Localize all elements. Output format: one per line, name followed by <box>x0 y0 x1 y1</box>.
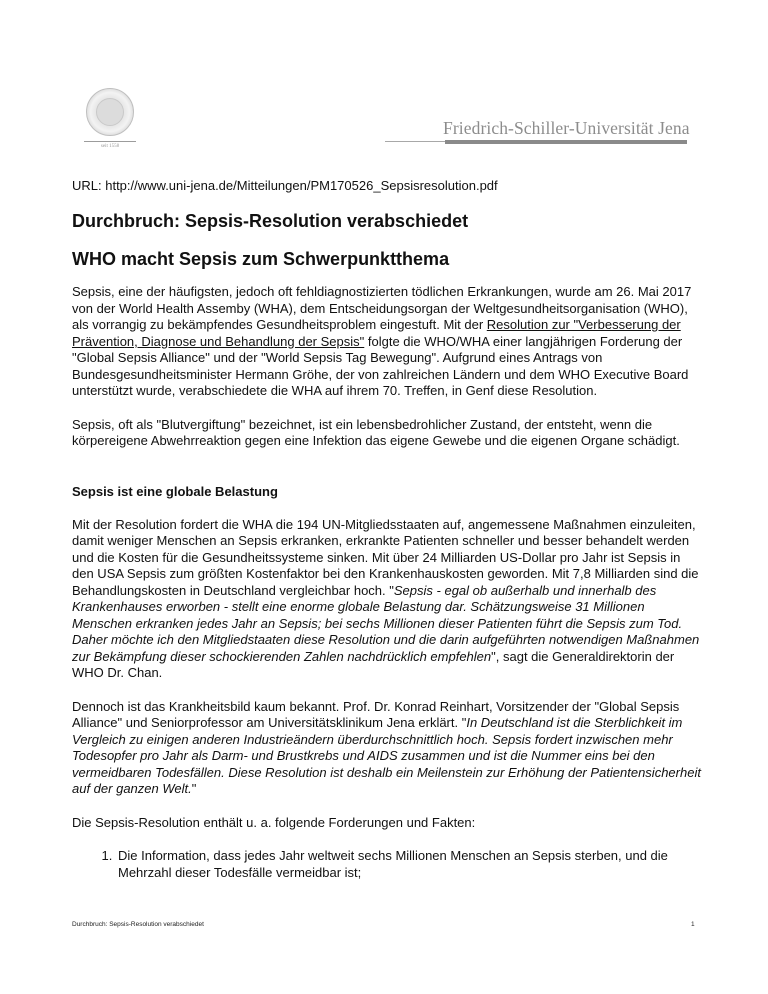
paragraph-list-intro: Die Sepsis-Resolution enthält u. a. folgende Forderungen und Fakten: <box>72 814 476 830</box>
university-seal-logo <box>84 88 138 150</box>
header-rule-thin <box>385 141 447 142</box>
footer-running-title: Durchbruch: Sepsis-Resolution verabschiedet <box>72 921 204 928</box>
resolution-link[interactable]: Resolution zur "Verbesserung der Prävention, Diagnose und Behandlung der Sepsis" <box>72 317 681 349</box>
quote-reinhart: In Deutschland ist die Sterblichkeit im Vergleich zu einigen anderen Industrieändern überdurchschnittlich hoch. Sepsis fordert inzwischen mehr Todesopfer pro Jahr als Darm- und Brustkrebs und AIDS zusammen und ist die Nummer eins bei den vermeidbaren Todesfällen. Diese Resolution ist deshalb ein Meilenstein zur Erhöhung der Patientensicherheit auf der ganzen Welt. <box>72 715 701 796</box>
university-name: Friedrich-Schiller-Universität Jena <box>443 118 690 138</box>
header-rule-thick <box>445 140 687 144</box>
list-item: 1. Die Information, dass jedes Jahr weltweit sechs Millionen Menschen an Sepsis sterben, und die Mehrzahl dieser Todesfälle vermeidbar ist; <box>116 848 702 881</box>
paragraph-intro: Sepsis, eine der häufigsten, jedoch oft fehldiagnostizierten tödlichen Erkrankungen, wurde am 26. Mai 2017 von der World Health Assemby (WHA), dem Entscheidungsorgan der Weltgesundheitsorganisation (WHO), als vorrangig zu bekämpfendes Gesundheitsproblem eingestuft. Mit der Resolution zur "Verbesserung der Prävention, Diagnose und Behandlung der Sepsis" folgte die WHO/WHA einer langjährigen Forderung der "Global Sepsis Alliance" und der "World Sepsis Tag Bewegung". Aufgrund eines Antrags von Bundesgesundheitsminister Hermann Gröhe, der von zahlreichen Ländern und dem WHO Executive Board unterstützt wurde, verabschiedete die WHA auf ihrem 70. Treffen, in Genf diese Resolution. <box>72 284 692 398</box>
page-number: 1 <box>691 921 695 928</box>
seal-icon <box>86 88 134 136</box>
demands-list <box>72 848 702 881</box>
document-body <box>72 178 702 881</box>
paragraph-costs: Mit der Resolution fordert die WHA die 194 UN-Mitgliedsstaaten auf, angemessene Maßnahmen einzuleiten, damit weniger Menschen an Sepsis erkranken, erkrankte Patienten schneller und besser behandelt werden und die Kosten für die Gesundheitssysteme sinken. Mit über 24 Milliarden US-Dollar pro Jahr ist Sepsis in den USA Sepsis zum größten Kostenfaktor bei den Krankenhauskosten geworden. Mit 7,8 Milliarden sind die Behandlungskosten in Deutschland vergleichbar hoch. "Sepsis - egal ob außerhalb und innerhalb des Krankenhauses erworben - stellt eine enorme globale Belastung dar. Schätzungsweise 31 Millionen Menschen erkranken jedes Jahr an Sepsis; bei sechs Millionen dieser Patienten führt die Sepsis zum Tod. Daher möchte ich den Mitgliedstaaten diese Resolution und die darin aufgeführten notwendigen Maßnahmen zur Bekämpfung dieser schockierenden Zahlen nachdrücklich empfehlen", sagt die Generaldirektorin der WHO Dr. Chan. <box>72 516 700 680</box>
document-title: Durchbruch: Sepsis-Resolution verabschiedet <box>72 211 469 231</box>
logo-divider <box>84 141 136 142</box>
section-heading: Sepsis ist eine globale Belastung <box>72 483 278 499</box>
paragraph-definition: Sepsis, oft als "Blutvergiftung" bezeichnet, ist ein lebensbedrohlicher Zustand, der entsteht, wenn die körpereigene Abwehrreaktion gegen eine Infektion das eigene Gewebe und die eigenen Organe schädigt. <box>72 416 680 448</box>
document-subtitle: WHO macht Sepsis zum Schwerpunktthema <box>72 249 450 269</box>
paragraph-reinhart: Dennoch ist das Krankheitsbild kaum bekannt. Prof. Dr. Konrad Reinhart, Vorsitzender der "Global Sepsis Alliance" und Seniorprofessor am Universitätsklinikum Jena erklärt. "In Deutschland ist die Sterblichkeit im Vergleich zu einigen anderen Industrieändern überdurchschnittlich hoch. Sepsis fordert inzwischen mehr Todesopfer pro Jahr als Darm- und Brustkrebs und AIDS zusammen und ist die Nummer eins bei den vermeidbaren Todesfällen. Diese Resolution ist deshalb ein Meilenstein zur Erhöhung der Patientensicherheit auf der ganzen Welt." <box>72 698 701 796</box>
quote-chan: Sepsis - egal ob außerhalb und innerhalb des Krankenhauses erworben - stellt eine enorme globale Belastung dar. Schätzungsweise 31 Millionen Menschen erkranken jedes Jahr an Sepsis; bei sechs Millionen dieser Patienten führt die Sepsis zum Tod. Daher möchte ich den Mitgliedstaaten diese Resolution und die darin aufgeführten notwendigen Maßnahmen zur Bekämpfung dieser schockierenden Zahlen nachdrücklich empfehlen <box>72 582 700 664</box>
logo-caption: seit 1558 <box>100 144 120 149</box>
source-url: URL: http://www.uni-jena.de/Mitteilungen/PM170526_Sepsisresolution.pdf <box>72 178 498 193</box>
